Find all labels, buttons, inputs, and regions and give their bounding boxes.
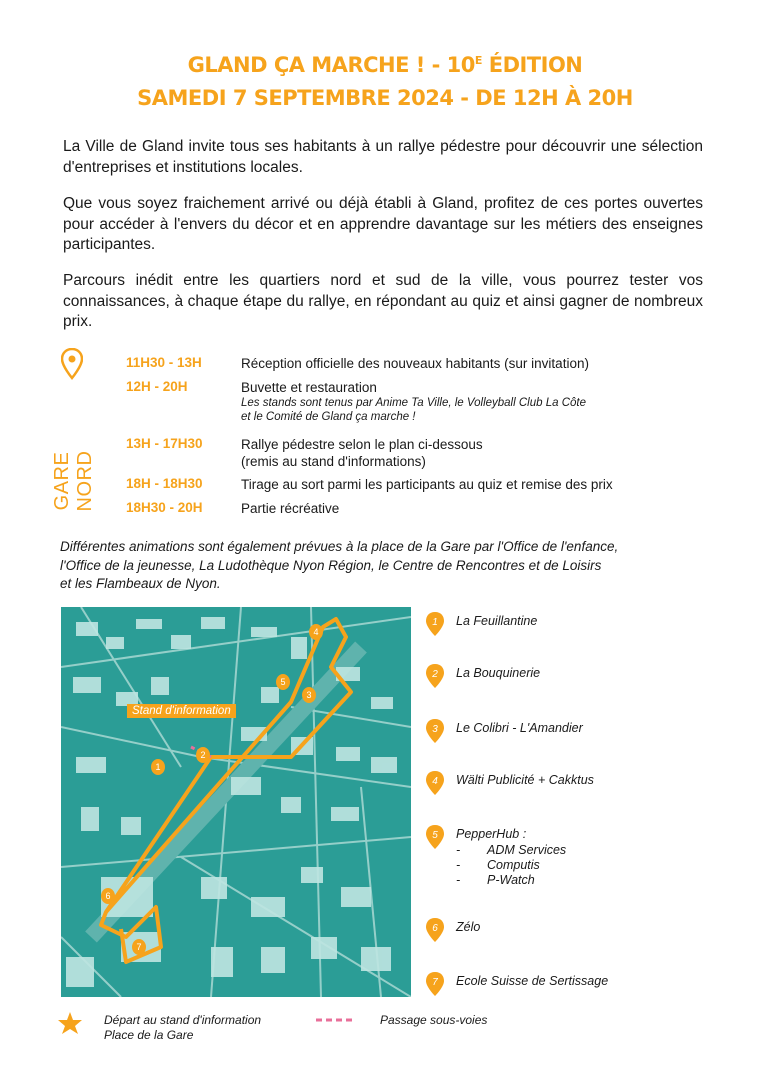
legend-label: Wälti Publicité + Cakktus	[456, 773, 594, 787]
schedule-desc: Réception officielle des nouveaux habitants (sur invitation)	[241, 356, 589, 371]
location-pin-icon	[61, 348, 83, 380]
map-marker-3: 3	[302, 687, 316, 703]
balloon-marker-icon	[425, 663, 445, 689]
legend-label: La Feuillantine	[456, 614, 538, 628]
map-marker-4: 4	[309, 624, 323, 640]
balloon-marker-icon	[425, 770, 445, 796]
map-marker-1: 1	[151, 759, 165, 775]
legend-subitem-label: P-Watch	[487, 873, 535, 887]
balloon-number: 5	[432, 830, 438, 841]
balloon-number: 1	[432, 617, 438, 628]
animations-note	[60, 538, 720, 594]
schedule-desc: Buvette et restauration	[241, 380, 377, 395]
legend-label: Zélo	[456, 920, 481, 934]
legend-label: Ecole Suisse de Sertissage	[456, 974, 609, 988]
map-graphic	[61, 607, 411, 997]
intro-paragraph-2: Que vous soyez fraichement arrivé ou déjà établi à Gland, profitez de ces portes ouvertes pour accéder à l'envers du décor et en apprendre davantage sur les métiers des enseignes participantes.	[63, 195, 703, 253]
schedule-note: et le Comité de Gland ça marche !	[241, 411, 416, 423]
legend-subitem: - P-Watch	[456, 873, 535, 887]
page-title	[0, 53, 770, 77]
schedule-time: 11H30 - 13H	[126, 355, 202, 370]
balloon-number: 3	[432, 724, 438, 735]
balloon-number: 4	[432, 776, 438, 787]
legend-label: La Bouquinerie	[456, 666, 541, 680]
title-end: ÉDITION	[481, 53, 583, 77]
start-point-line-2: Place de la Gare	[104, 1028, 194, 1042]
schedule-time: 18H30 - 20H	[126, 500, 203, 515]
balloon-number: 7	[432, 977, 438, 988]
schedule-time: 12H - 20H	[126, 379, 188, 394]
animations-line: l'Office de la jeunesse, La Ludothèque Nyon Région, le Centre de Rencontres et de Loisirs	[60, 557, 602, 573]
schedule-desc: Partie récréative	[241, 501, 340, 516]
schedule-desc: Rallye pédestre selon le plan ci-dessous	[241, 437, 483, 452]
map-marker-5: 5	[276, 674, 290, 690]
balloon-marker-icon	[425, 917, 445, 943]
star-icon	[57, 1011, 83, 1035]
legend-label: PepperHub :	[456, 827, 527, 841]
start-point-legend	[104, 1013, 261, 1043]
schedule-desc-block	[241, 379, 671, 424]
map-marker-7: 7	[132, 939, 146, 955]
map-marker-2: 2	[196, 747, 210, 763]
schedule-desc-block	[241, 436, 671, 470]
intro-paragraph-1: La Ville de Gland invite tous ses habitants à un rallye pédestre pour découvrir une sélection d'entreprises et institutions locales.	[63, 138, 703, 176]
start-point-line-1: Départ au stand d'information	[104, 1013, 262, 1027]
legend-subitem: - Computis	[456, 858, 540, 872]
balloon-number: 2	[432, 669, 438, 680]
location-label: GARE NORD	[51, 450, 96, 512]
balloon-number: 6	[432, 923, 438, 934]
legend-subitem-label: ADM Services	[487, 843, 567, 857]
schedule-desc-2: (remis au stand d'informations)	[241, 454, 426, 469]
schedule-desc: Tirage au sort parmi les participants au quiz et remise des prix	[241, 477, 613, 492]
legend-subitem: - ADM Services	[456, 843, 567, 857]
animations-line: et les Flambeaux de Nyon.	[60, 576, 221, 591]
balloon-marker-icon	[425, 824, 445, 850]
page-subtitle: SAMEDI 7 SEPTEMBRE 2024 - DE 12H À 20H	[137, 86, 633, 110]
stand-info-label: Stand d'information	[127, 704, 236, 718]
route-map	[61, 607, 411, 997]
underpass-dash-icon	[316, 1017, 356, 1023]
schedule-time: 13H - 17H30	[126, 436, 203, 451]
balloon-marker-icon	[425, 971, 445, 997]
title-superscript: E	[474, 54, 482, 67]
schedule-note: Les stands sont tenus par Anime Ta Ville, le Volleyball Club La Côte	[241, 397, 586, 409]
animations-line: Différentes animations sont également prévues à la place de la Gare par l'Office de l'enfance,	[60, 539, 619, 554]
underpass-legend: Passage sous-voies	[380, 1013, 488, 1027]
legend-subitem-label: Computis	[487, 858, 540, 872]
title-text: GLAND ÇA MARCHE ! - 10	[187, 53, 475, 77]
map-marker-6: 6	[101, 888, 115, 904]
schedule-time: 18H - 18H30	[126, 476, 203, 491]
balloon-marker-icon	[425, 611, 445, 637]
legend-label: Le Colibri - L'Amandier	[456, 721, 583, 735]
intro-paragraph-3: Parcours inédit entre les quartiers nord et sud de la ville, vous pourrez tester vos connaissances, à chaque étape du rallye, en répondant au quiz et ainsi gagner de nombreux prix.	[63, 272, 703, 330]
balloon-marker-icon	[425, 718, 445, 744]
